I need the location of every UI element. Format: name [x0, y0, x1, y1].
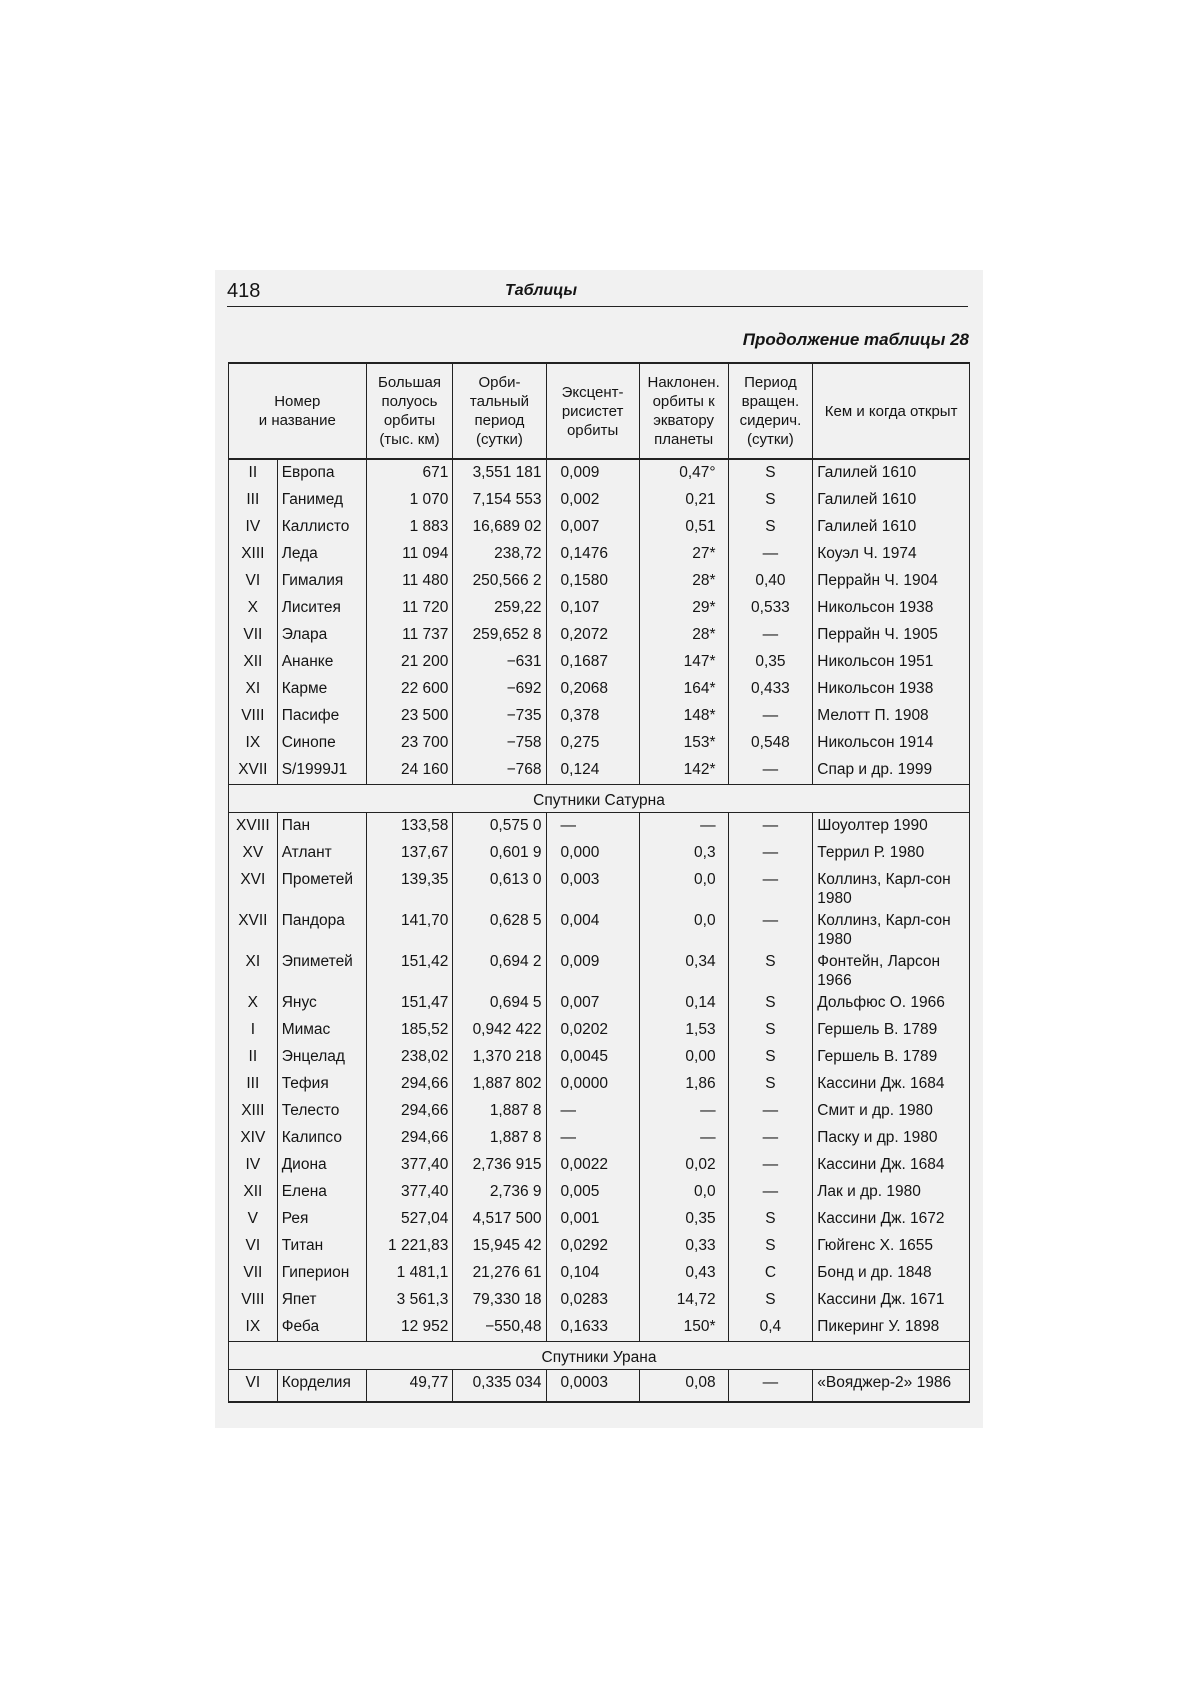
header-rule — [227, 306, 968, 307]
group-header-row — [229, 785, 970, 813]
eccentricity-value: 0,0000 — [546, 1071, 639, 1098]
discovery-value: Никольсон 1938 — [813, 595, 970, 622]
semi-major-axis-value: 294,66 — [366, 1125, 453, 1152]
group-title: Спутники Сатурна — [229, 785, 970, 813]
rotation-period-value: C — [728, 1260, 813, 1287]
satellite-name: Леда — [277, 541, 366, 568]
rotation-period-value: — — [728, 1125, 813, 1152]
table-row — [229, 757, 970, 785]
satellite-name: Пан — [277, 813, 366, 841]
discovery-value: «Вояджер-2» 1986 — [813, 1370, 970, 1403]
rotation-period-value: 0,4 — [728, 1314, 813, 1342]
table-header-row — [229, 363, 970, 459]
eccentricity-value: 0,009 — [546, 459, 639, 487]
inclination-value: 0,43 — [639, 1260, 728, 1287]
satellite-name: Янус — [277, 990, 366, 1017]
eccentricity-value: 0,0283 — [546, 1287, 639, 1314]
satellite-name: Мимас — [277, 1017, 366, 1044]
semi-major-axis-value: 1 883 — [366, 514, 453, 541]
eccentricity-value: — — [546, 813, 639, 841]
semi-major-axis-value: 22 600 — [366, 676, 453, 703]
orbital-period-value: 4,517 500 — [453, 1206, 546, 1233]
semi-major-axis-value: 238,02 — [366, 1044, 453, 1071]
semi-major-axis-value: 185,52 — [366, 1017, 453, 1044]
satellite-number: VII — [229, 622, 278, 649]
table-row — [229, 676, 970, 703]
discovery-value: Галилей 1610 — [813, 487, 970, 514]
eccentricity-value: 0,1687 — [546, 649, 639, 676]
semi-major-axis-value: 1 070 — [366, 487, 453, 514]
eccentricity-value: 0,007 — [546, 990, 639, 1017]
semi-major-axis-value: 23 700 — [366, 730, 453, 757]
orbital-period-value: 1,370 218 — [453, 1044, 546, 1071]
inclination-value: 0,35 — [639, 1206, 728, 1233]
eccentricity-value: 0,005 — [546, 1179, 639, 1206]
satellite-number: XIII — [229, 541, 278, 568]
rotation-period-value: — — [728, 867, 813, 908]
discovery-value: Дольфюс О. 1966 — [813, 990, 970, 1017]
satellite-number: XV — [229, 840, 278, 867]
page-number: 418 — [227, 280, 261, 302]
inclination-value: 0,21 — [639, 487, 728, 514]
semi-major-axis-value: 671 — [366, 459, 453, 487]
rotation-period-value: — — [728, 541, 813, 568]
table-row — [229, 649, 970, 676]
semi-major-axis-value: 11 480 — [366, 568, 453, 595]
rotation-period-value: 0,548 — [728, 730, 813, 757]
col-header-rotation-period: Период вращен. сидерич. (сутки) — [728, 363, 813, 459]
rotation-period-value: S — [728, 1287, 813, 1314]
satellite-name: Диона — [277, 1152, 366, 1179]
rotation-period-value: S — [728, 990, 813, 1017]
satellite-number: IV — [229, 514, 278, 541]
discovery-value: Галилей 1610 — [813, 514, 970, 541]
satellite-name: Телесто — [277, 1098, 366, 1125]
discovery-value: Гюйгенс Х. 1655 — [813, 1233, 970, 1260]
rotation-period-value: S — [728, 487, 813, 514]
table-row — [229, 840, 970, 867]
satellite-number: VIII — [229, 703, 278, 730]
rotation-period-value: 0,35 — [728, 649, 813, 676]
satellite-number: XVII — [229, 757, 278, 785]
table-row — [229, 459, 970, 487]
orbital-period-value: 0,575 0 — [453, 813, 546, 841]
satellite-name: Гиперион — [277, 1260, 366, 1287]
semi-major-axis-value: 11 720 — [366, 595, 453, 622]
eccentricity-value: 0,0045 — [546, 1044, 639, 1071]
table-row — [229, 1233, 970, 1260]
orbital-period-value: −758 — [453, 730, 546, 757]
semi-major-axis-value: 133,58 — [366, 813, 453, 841]
satellite-name: Элара — [277, 622, 366, 649]
satellite-name: Каллисто — [277, 514, 366, 541]
orbital-period-value: 3,551 181 — [453, 459, 546, 487]
table-row — [229, 949, 970, 990]
eccentricity-value: 0,2072 — [546, 622, 639, 649]
running-head: Таблицы — [505, 282, 578, 299]
discovery-value: Перрайн Ч. 1904 — [813, 568, 970, 595]
satellite-name: Тефия — [277, 1071, 366, 1098]
satellite-number: VI — [229, 568, 278, 595]
inclination-value: 0,0 — [639, 1179, 728, 1206]
satellite-number: IX — [229, 730, 278, 757]
satellite-number: X — [229, 595, 278, 622]
table-row — [229, 1044, 970, 1071]
semi-major-axis-value: 139,35 — [366, 867, 453, 908]
inclination-value: 148* — [639, 703, 728, 730]
inclination-value: 0,33 — [639, 1233, 728, 1260]
satellite-number: V — [229, 1206, 278, 1233]
discovery-value: Паску и др. 1980 — [813, 1125, 970, 1152]
satellite-name: Европа — [277, 459, 366, 487]
col-header-inclination: Наклонен. орбиты к экватору планеты — [639, 363, 728, 459]
table-row — [229, 514, 970, 541]
inclination-value: 0,51 — [639, 514, 728, 541]
inclination-value: 150* — [639, 1314, 728, 1342]
table-row — [229, 1314, 970, 1342]
orbital-period-value: 0,613 0 — [453, 867, 546, 908]
satellite-number: X — [229, 990, 278, 1017]
discovery-value: Кассини Дж. 1671 — [813, 1287, 970, 1314]
inclination-value: 142* — [639, 757, 728, 785]
eccentricity-value: 0,1633 — [546, 1314, 639, 1342]
discovery-value: Гершель В. 1789 — [813, 1017, 970, 1044]
semi-major-axis-value: 12 952 — [366, 1314, 453, 1342]
satellite-name: Лиситея — [277, 595, 366, 622]
satellite-name: Калипсо — [277, 1125, 366, 1152]
discovery-value: Коллинз, Карл-сон 1980 — [813, 867, 970, 908]
satellite-name: Япет — [277, 1287, 366, 1314]
orbital-period-value: 238,72 — [453, 541, 546, 568]
eccentricity-value: 0,003 — [546, 867, 639, 908]
rotation-period-value: S — [728, 1206, 813, 1233]
satellite-name: S/1999J1 — [277, 757, 366, 785]
satellite-number: XVII — [229, 908, 278, 949]
eccentricity-value: 0,1476 — [546, 541, 639, 568]
group-title: Спутники Урана — [229, 1342, 970, 1370]
semi-major-axis-value: 24 160 — [366, 757, 453, 785]
satellite-number: III — [229, 1071, 278, 1098]
rotation-period-value: S — [728, 514, 813, 541]
eccentricity-value: 0,0292 — [546, 1233, 639, 1260]
semi-major-axis-value: 137,67 — [366, 840, 453, 867]
orbital-period-value: 0,335 034 — [453, 1370, 546, 1403]
satellite-name: Гималия — [277, 568, 366, 595]
satellite-number: XVIII — [229, 813, 278, 841]
orbital-period-value: 0,694 2 — [453, 949, 546, 990]
discovery-value: Лак и др. 1980 — [813, 1179, 970, 1206]
orbital-period-value: 2,736 9 — [453, 1179, 546, 1206]
semi-major-axis-value: 11 737 — [366, 622, 453, 649]
semi-major-axis-value: 377,40 — [366, 1179, 453, 1206]
satellite-name: Прометей — [277, 867, 366, 908]
inclination-value: 27* — [639, 541, 728, 568]
inclination-value: 147* — [639, 649, 728, 676]
semi-major-axis-value: 1 481,1 — [366, 1260, 453, 1287]
satellite-number: VII — [229, 1260, 278, 1287]
rotation-period-value: 0,533 — [728, 595, 813, 622]
eccentricity-value: 0,124 — [546, 757, 639, 785]
satellite-name: Ганимед — [277, 487, 366, 514]
semi-major-axis-value: 151,47 — [366, 990, 453, 1017]
discovery-value: Гершель В. 1789 — [813, 1044, 970, 1071]
inclination-value: — — [639, 1098, 728, 1125]
satellite-number: IX — [229, 1314, 278, 1342]
satellite-number: II — [229, 459, 278, 487]
satellite-name: Энцелад — [277, 1044, 366, 1071]
table-row — [229, 1017, 970, 1044]
satellite-number: II — [229, 1044, 278, 1071]
satellite-number: VI — [229, 1370, 278, 1403]
orbital-period-value: 1,887 802 — [453, 1071, 546, 1098]
satellite-number: VIII — [229, 1287, 278, 1314]
satellite-number: XIV — [229, 1125, 278, 1152]
eccentricity-value: 0,000 — [546, 840, 639, 867]
semi-major-axis-value: 151,42 — [366, 949, 453, 990]
eccentricity-value: 0,1580 — [546, 568, 639, 595]
table-row — [229, 1260, 970, 1287]
satellite-name: Рея — [277, 1206, 366, 1233]
orbital-period-value: −768 — [453, 757, 546, 785]
discovery-value: Шоуолтер 1990 — [813, 813, 970, 841]
rotation-period-value: S — [728, 1044, 813, 1071]
rotation-period-value: S — [728, 949, 813, 990]
inclination-value: 0,34 — [639, 949, 728, 990]
satellite-number: XII — [229, 1179, 278, 1206]
eccentricity-value: 0,0202 — [546, 1017, 639, 1044]
orbital-period-value: 0,942 422 — [453, 1017, 546, 1044]
orbital-period-value: 1,887 8 — [453, 1125, 546, 1152]
orbital-period-value: 15,945 42 — [453, 1233, 546, 1260]
inclination-value: 0,3 — [639, 840, 728, 867]
satellite-number: XII — [229, 649, 278, 676]
satellite-number: VI — [229, 1233, 278, 1260]
table-row — [229, 990, 970, 1017]
satellite-name: Синопе — [277, 730, 366, 757]
inclination-value: 153* — [639, 730, 728, 757]
eccentricity-value: 0,378 — [546, 703, 639, 730]
orbital-period-value: 0,628 5 — [453, 908, 546, 949]
discovery-value: Фонтейн, Ларсон 1966 — [813, 949, 970, 990]
table-row — [229, 1152, 970, 1179]
table-row — [229, 568, 970, 595]
orbital-period-value: −550,48 — [453, 1314, 546, 1342]
orbital-period-value: 259,652 8 — [453, 622, 546, 649]
discovery-value: Кассини Дж. 1684 — [813, 1071, 970, 1098]
semi-major-axis-value: 49,77 — [366, 1370, 453, 1403]
satellite-name: Ананке — [277, 649, 366, 676]
satellite-name: Титан — [277, 1233, 366, 1260]
eccentricity-value: — — [546, 1125, 639, 1152]
orbital-period-value: −692 — [453, 676, 546, 703]
eccentricity-value: 0,104 — [546, 1260, 639, 1287]
orbital-period-value: −631 — [453, 649, 546, 676]
semi-major-axis-value: 21 200 — [366, 649, 453, 676]
rotation-period-value: 0,40 — [728, 568, 813, 595]
rotation-period-value: — — [728, 840, 813, 867]
orbital-period-value: −735 — [453, 703, 546, 730]
discovery-value: Никольсон 1951 — [813, 649, 970, 676]
table-row — [229, 730, 970, 757]
discovery-value: Пикеринг У. 1898 — [813, 1314, 970, 1342]
eccentricity-value: 0,275 — [546, 730, 639, 757]
discovery-value: Галилей 1610 — [813, 459, 970, 487]
inclination-value: 1,53 — [639, 1017, 728, 1044]
eccentricity-value: 0,004 — [546, 908, 639, 949]
satellite-name: Карме — [277, 676, 366, 703]
satellite-number: XVI — [229, 867, 278, 908]
col-header-name-line2: и название — [258, 412, 336, 429]
satellites-table — [228, 362, 970, 1403]
orbital-period-value: 0,694 5 — [453, 990, 546, 1017]
inclination-value: 0,00 — [639, 1044, 728, 1071]
eccentricity-value: 0,002 — [546, 487, 639, 514]
rotation-period-value: S — [728, 1233, 813, 1260]
table-row — [229, 1370, 970, 1403]
orbital-period-value: 0,601 9 — [453, 840, 546, 867]
semi-major-axis-value: 11 094 — [366, 541, 453, 568]
satellite-number: XIII — [229, 1098, 278, 1125]
table-row — [229, 1071, 970, 1098]
table-continuation-label: Продолжение таблицы 28 — [742, 330, 969, 349]
rotation-period-value: — — [728, 908, 813, 949]
satellite-name: Феба — [277, 1314, 366, 1342]
discovery-value: Смит и др. 1980 — [813, 1098, 970, 1125]
table-row — [229, 908, 970, 949]
inclination-value: 0,47° — [639, 459, 728, 487]
inclination-value: 0,14 — [639, 990, 728, 1017]
eccentricity-value: 0,107 — [546, 595, 639, 622]
rotation-period-value: — — [728, 813, 813, 841]
satellite-name: Эпиметей — [277, 949, 366, 990]
eccentricity-value: 0,007 — [546, 514, 639, 541]
satellite-number: XI — [229, 676, 278, 703]
discovery-value: Коллинз, Карл-сон 1980 — [813, 908, 970, 949]
inclination-value: 0,02 — [639, 1152, 728, 1179]
table-row — [229, 541, 970, 568]
rotation-period-value: — — [728, 1370, 813, 1403]
rotation-period-value: — — [728, 703, 813, 730]
eccentricity-value: 0,0022 — [546, 1152, 639, 1179]
discovery-value: Никольсон 1914 — [813, 730, 970, 757]
semi-major-axis-value: 377,40 — [366, 1152, 453, 1179]
col-header-name-line1: Номер — [274, 393, 321, 410]
satellite-name: Атлант — [277, 840, 366, 867]
discovery-value: Кассини Дж. 1684 — [813, 1152, 970, 1179]
rotation-period-value: — — [728, 622, 813, 649]
satellite-number: III — [229, 487, 278, 514]
rotation-period-value: — — [728, 1179, 813, 1206]
col-header-semi-major-axis: Большая полуось орбиты (тыс. км) — [366, 363, 453, 459]
satellite-number: XI — [229, 949, 278, 990]
rotation-period-value: S — [728, 1071, 813, 1098]
discovery-value: Бонд и др. 1848 — [813, 1260, 970, 1287]
eccentricity-value: 0,2068 — [546, 676, 639, 703]
table-row — [229, 1125, 970, 1152]
eccentricity-value: — — [546, 1098, 639, 1125]
col-header-name — [229, 363, 367, 459]
discovery-value: Мелотт П. 1908 — [813, 703, 970, 730]
rotation-period-value: S — [728, 459, 813, 487]
satellite-name: Пандора — [277, 908, 366, 949]
inclination-value: 0,0 — [639, 867, 728, 908]
rotation-period-value: S — [728, 1017, 813, 1044]
discovery-value: Кассини Дж. 1672 — [813, 1206, 970, 1233]
inclination-value: — — [639, 813, 728, 841]
table-row — [229, 813, 970, 841]
satellite-name: Пасифе — [277, 703, 366, 730]
orbital-period-value: 259,22 — [453, 595, 546, 622]
satellite-name: Елена — [277, 1179, 366, 1206]
rotation-period-value: — — [728, 1098, 813, 1125]
table-row — [229, 867, 970, 908]
inclination-value: 28* — [639, 568, 728, 595]
orbital-period-value: 250,566 2 — [453, 568, 546, 595]
rotation-period-value: — — [728, 757, 813, 785]
inclination-value: 29* — [639, 595, 728, 622]
inclination-value: 164* — [639, 676, 728, 703]
orbital-period-value: 2,736 915 — [453, 1152, 546, 1179]
semi-major-axis-value: 23 500 — [366, 703, 453, 730]
table-row — [229, 1206, 970, 1233]
orbital-period-value: 1,887 8 — [453, 1098, 546, 1125]
semi-major-axis-value: 294,66 — [366, 1098, 453, 1125]
col-header-orbital-period: Орби-тальный период (сутки) — [453, 363, 546, 459]
orbital-period-value: 79,330 18 — [453, 1287, 546, 1314]
semi-major-axis-value: 1 221,83 — [366, 1233, 453, 1260]
eccentricity-value: 0,001 — [546, 1206, 639, 1233]
discovery-value: Перрайн Ч. 1905 — [813, 622, 970, 649]
discovery-value: Коуэл Ч. 1974 — [813, 541, 970, 568]
discovery-value: Спар и др. 1999 — [813, 757, 970, 785]
semi-major-axis-value: 294,66 — [366, 1071, 453, 1098]
table-row — [229, 487, 970, 514]
semi-major-axis-value: 3 561,3 — [366, 1287, 453, 1314]
discovery-value: Террил Р. 1980 — [813, 840, 970, 867]
orbital-period-value: 16,689 02 — [453, 514, 546, 541]
inclination-value: 0,08 — [639, 1370, 728, 1403]
orbital-period-value: 21,276 61 — [453, 1260, 546, 1287]
table-row — [229, 1287, 970, 1314]
inclination-value: 1,86 — [639, 1071, 728, 1098]
satellite-number: IV — [229, 1152, 278, 1179]
inclination-value: 28* — [639, 622, 728, 649]
table-row — [229, 703, 970, 730]
semi-major-axis-value: 527,04 — [366, 1206, 453, 1233]
table-row — [229, 595, 970, 622]
table-row — [229, 1098, 970, 1125]
satellite-name: Корделия — [277, 1370, 366, 1403]
group-header-row — [229, 1342, 970, 1370]
col-header-discovery: Кем и когда открыт — [813, 363, 970, 459]
satellite-number: I — [229, 1017, 278, 1044]
discovery-value: Никольсон 1938 — [813, 676, 970, 703]
eccentricity-value: 0,0003 — [546, 1370, 639, 1403]
table-row — [229, 622, 970, 649]
semi-major-axis-value: 141,70 — [366, 908, 453, 949]
orbital-period-value: 7,154 553 — [453, 487, 546, 514]
inclination-value: — — [639, 1125, 728, 1152]
inclination-value: 14,72 — [639, 1287, 728, 1314]
rotation-period-value: 0,433 — [728, 676, 813, 703]
inclination-value: 0,0 — [639, 908, 728, 949]
col-header-eccentricity: Эксцент-рисистет орбиты — [546, 363, 639, 459]
table-row — [229, 1179, 970, 1206]
rotation-period-value: — — [728, 1152, 813, 1179]
table-body — [229, 459, 970, 1402]
eccentricity-value: 0,009 — [546, 949, 639, 990]
